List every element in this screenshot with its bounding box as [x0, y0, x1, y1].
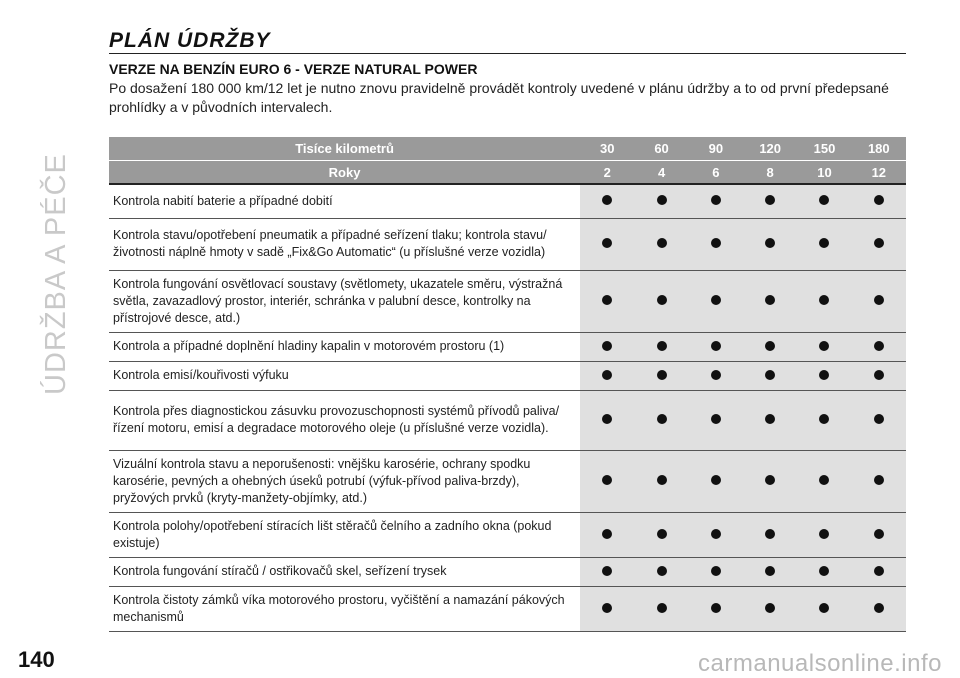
header-year-value: 2	[580, 161, 634, 185]
row-description: Kontrola čistoty zámků víka motorového prostoru, vyčištění a namazání pákových mechanismů	[109, 586, 580, 631]
interval-cell	[852, 586, 906, 631]
check-dot-icon	[765, 566, 775, 576]
interval-cell	[580, 512, 634, 557]
interval-cell	[634, 390, 688, 450]
interval-cell	[743, 184, 797, 218]
check-dot-icon	[874, 341, 884, 351]
interval-cell	[689, 586, 743, 631]
table-row	[109, 512, 906, 557]
check-dot-icon	[765, 603, 775, 613]
interval-cell	[743, 390, 797, 450]
header-year-value: 4	[634, 161, 688, 185]
check-dot-icon	[657, 414, 667, 424]
check-dot-icon	[874, 414, 884, 424]
interval-cell	[852, 218, 906, 270]
table-row	[109, 332, 906, 361]
check-dot-icon	[765, 414, 775, 424]
row-description: Kontrola emisí/kouřivosti výfuku	[109, 361, 580, 390]
header-km-value: 120	[743, 137, 797, 161]
interval-cell	[634, 332, 688, 361]
check-dot-icon	[819, 295, 829, 305]
check-dot-icon	[874, 195, 884, 205]
header-km-value: 60	[634, 137, 688, 161]
check-dot-icon	[819, 238, 829, 248]
check-dot-icon	[602, 238, 612, 248]
interval-cell	[580, 361, 634, 390]
interval-cell	[797, 270, 851, 332]
table-row	[109, 390, 906, 450]
interval-cell	[852, 361, 906, 390]
interval-cell	[797, 390, 851, 450]
interval-cell	[852, 270, 906, 332]
interval-cell	[689, 270, 743, 332]
check-dot-icon	[602, 475, 612, 485]
header-km-value: 180	[852, 137, 906, 161]
interval-cell	[797, 184, 851, 218]
check-dot-icon	[765, 370, 775, 380]
check-dot-icon	[874, 295, 884, 305]
table-row	[109, 450, 906, 512]
interval-cell	[689, 332, 743, 361]
check-dot-icon	[874, 238, 884, 248]
interval-cell	[634, 557, 688, 586]
check-dot-icon	[602, 414, 612, 424]
table-body	[109, 184, 906, 631]
row-description: Kontrola nabití baterie a případné dobití	[109, 184, 580, 218]
header-km-value: 150	[797, 137, 851, 161]
interval-cell	[634, 218, 688, 270]
interval-cell	[580, 450, 634, 512]
interval-cell	[743, 218, 797, 270]
check-dot-icon	[711, 238, 721, 248]
interval-cell	[743, 586, 797, 631]
interval-cell	[743, 361, 797, 390]
interval-cell	[797, 332, 851, 361]
interval-cell	[634, 512, 688, 557]
intro-paragraph: Po dosažení 180 000 km/12 let je nutno znovu pravidelně provádět kontroly uvedené v plánu údržby a to od první předepsané prohlídky a v původních intervalech.	[109, 80, 889, 115]
watermark: carmanualsonline.info	[698, 650, 942, 677]
interval-cell	[634, 184, 688, 218]
check-dot-icon	[711, 195, 721, 205]
check-dot-icon	[657, 603, 667, 613]
check-dot-icon	[765, 529, 775, 539]
interval-cell	[743, 557, 797, 586]
interval-cell	[852, 512, 906, 557]
check-dot-icon	[657, 295, 667, 305]
check-dot-icon	[874, 603, 884, 613]
check-dot-icon	[711, 370, 721, 380]
check-dot-icon	[711, 566, 721, 576]
check-dot-icon	[819, 475, 829, 485]
interval-cell	[634, 450, 688, 512]
section-side-title: ÚDRŽBA A PÉČE	[40, 153, 72, 395]
interval-cell	[797, 361, 851, 390]
interval-cell	[580, 557, 634, 586]
interval-cell	[797, 450, 851, 512]
interval-cell	[580, 586, 634, 631]
interval-cell	[580, 270, 634, 332]
header-year-value: 10	[797, 161, 851, 185]
row-description: Kontrola přes diagnostickou zásuvku provozuschopnosti systémů přívodů paliva/řízení motoru, emisí a degradace motorového oleje (u příslušné verze vozidla).	[109, 390, 580, 450]
interval-cell	[743, 270, 797, 332]
check-dot-icon	[819, 529, 829, 539]
interval-cell	[797, 512, 851, 557]
check-dot-icon	[819, 370, 829, 380]
check-dot-icon	[657, 370, 667, 380]
interval-cell	[743, 332, 797, 361]
interval-cell	[689, 390, 743, 450]
page-number: 140	[18, 647, 55, 672]
check-dot-icon	[874, 370, 884, 380]
interval-cell	[743, 512, 797, 557]
header-km-value: 90	[689, 137, 743, 161]
header-year-value: 6	[689, 161, 743, 185]
check-dot-icon	[602, 566, 612, 576]
interval-cell	[689, 450, 743, 512]
header-km-label: Tisíce kilometrů	[109, 137, 580, 161]
interval-cell	[689, 361, 743, 390]
table-row	[109, 557, 906, 586]
check-dot-icon	[657, 566, 667, 576]
check-dot-icon	[657, 341, 667, 351]
check-dot-icon	[765, 295, 775, 305]
header-row-years	[109, 161, 906, 185]
check-dot-icon	[874, 529, 884, 539]
interval-cell	[689, 184, 743, 218]
interval-cell	[852, 557, 906, 586]
title-divider	[109, 53, 906, 54]
row-description: Kontrola a případné doplnění hladiny kapalin v motorovém prostoru (1)	[109, 332, 580, 361]
check-dot-icon	[765, 195, 775, 205]
row-description: Kontrola polohy/opotřebení stíracích lišt stěračů čelního a zadního okna (pokud existuje)	[109, 512, 580, 557]
header-km-value: 30	[580, 137, 634, 161]
interval-cell	[634, 361, 688, 390]
check-dot-icon	[602, 370, 612, 380]
check-dot-icon	[819, 566, 829, 576]
check-dot-icon	[657, 238, 667, 248]
interval-cell	[689, 512, 743, 557]
interval-cell	[797, 557, 851, 586]
header-year-value: 12	[852, 161, 906, 185]
header-row-km	[109, 137, 906, 161]
row-description: Kontrola stavu/opotřebení pneumatik a případné seřízení tlaku; kontrola stavu/životnosti náplně hmoty v sadě „Fix&Go Automatic“ (u příslušné verze vozidla)	[109, 218, 580, 270]
interval-cell	[797, 218, 851, 270]
interval-cell	[634, 270, 688, 332]
check-dot-icon	[602, 341, 612, 351]
table-row	[109, 184, 906, 218]
page-title: PLÁN ÚDRŽBY	[109, 29, 271, 52]
check-dot-icon	[765, 238, 775, 248]
interval-cell	[689, 557, 743, 586]
table-row	[109, 218, 906, 270]
check-dot-icon	[602, 529, 612, 539]
check-dot-icon	[602, 295, 612, 305]
check-dot-icon	[765, 475, 775, 485]
interval-cell	[797, 586, 851, 631]
interval-cell	[580, 184, 634, 218]
row-description: Kontrola fungování osvětlovací soustavy (světlomety, ukazatele směru, výstražná světla, zavazadlový prostor, interiér, schránka v palubní desce, kontrolky na přístrojové desce, atd.)	[109, 270, 580, 332]
check-dot-icon	[657, 529, 667, 539]
row-description: Vizuální kontrola stavu a neporušenosti: vnějšku karosérie, ochrany spodku karosérie, pevných a ohebných úseků potrubí (výfuk-přívod paliva-brzdy), pryžových prvků (kryty-manžety-objímky, atd.)	[109, 450, 580, 512]
header-years-label: Roky	[109, 161, 580, 185]
check-dot-icon	[602, 603, 612, 613]
check-dot-icon	[602, 195, 612, 205]
check-dot-icon	[819, 603, 829, 613]
interval-cell	[852, 390, 906, 450]
check-dot-icon	[765, 341, 775, 351]
check-dot-icon	[657, 475, 667, 485]
check-dot-icon	[657, 195, 667, 205]
interval-cell	[580, 218, 634, 270]
check-dot-icon	[874, 475, 884, 485]
table-row	[109, 361, 906, 390]
interval-cell	[852, 332, 906, 361]
check-dot-icon	[711, 414, 721, 424]
interval-cell	[743, 450, 797, 512]
interval-cell	[634, 586, 688, 631]
row-description: Kontrola fungování stíračů / ostřikovačů skel, seřízení trysek	[109, 557, 580, 586]
table-row	[109, 586, 906, 631]
interval-cell	[580, 332, 634, 361]
interval-cell	[852, 450, 906, 512]
interval-cell	[852, 184, 906, 218]
check-dot-icon	[874, 566, 884, 576]
section-subheading: VERZE NA BENZÍN EURO 6 - VERZE NATURAL POWER	[109, 61, 478, 77]
check-dot-icon	[819, 414, 829, 424]
check-dot-icon	[819, 341, 829, 351]
check-dot-icon	[711, 341, 721, 351]
interval-cell	[580, 390, 634, 450]
check-dot-icon	[711, 295, 721, 305]
table-row	[109, 270, 906, 332]
interval-cell	[689, 218, 743, 270]
check-dot-icon	[711, 603, 721, 613]
check-dot-icon	[711, 475, 721, 485]
header-year-value: 8	[743, 161, 797, 185]
check-dot-icon	[819, 195, 829, 205]
check-dot-icon	[711, 529, 721, 539]
maintenance-table	[109, 137, 906, 632]
